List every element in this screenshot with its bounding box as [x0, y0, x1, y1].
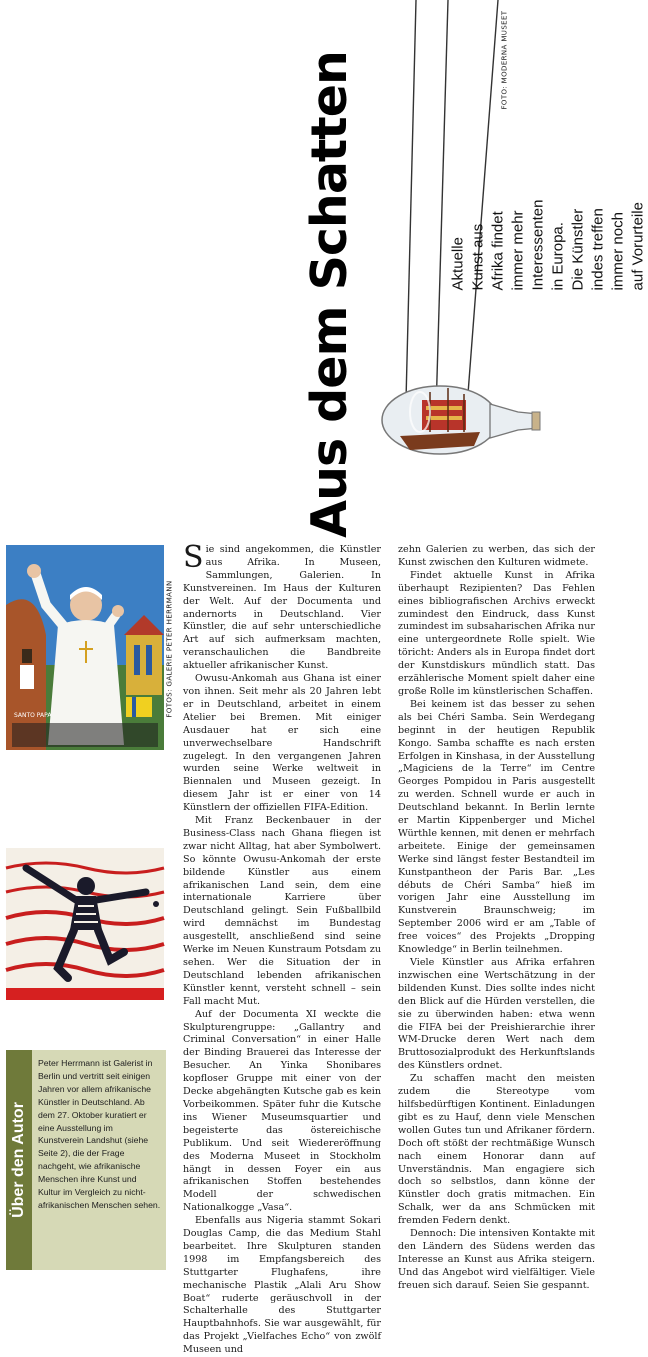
drop-cap: S: [183, 540, 204, 575]
article-paragraph: zehn Galerien zu werben, das sich der Kunst zwischen den Kulturen widmete.: [398, 544, 595, 568]
article-paragraph: Owusu-Ankomah aus Ghana ist einer von ihnen. Seit mehr als 20 Jahren lebt er in Deutschland, arbeitet in einem Atelier bei Bremen. Mit einiger Ausdauer hat er sich eine unverwechselbare Handschrift zugelegt. In den vergangenen Jahren wurden seine Werke weltweit in Biennalen und Museen gezeigt. In diesem Jahr ist er einer von 14 Künstlern der offiziellen FIFA-Edition.: [183, 673, 381, 814]
subtitle-wrapper: [449, 110, 647, 380]
author-box-heading-tab: [6, 1050, 32, 1270]
photo-credit-top: FOTO: MODERNA MUSEET: [500, 10, 508, 110]
painting-label: SANTO PAPA: [14, 712, 52, 719]
pope-painting-image: [6, 545, 164, 750]
article-paragraph: Ebenfalls aus Nigeria stammt Sokari Douglas Camp, die das Medium Stahl bearbeitet. Ihre Skulpturen standen 1998 im Empfangsbereich des Stuttgarter Flughafens, ihre mechanische Plastik „Alali Aru Show Boat“ ruderte geräuschvoll in der Schalterhalle des Stuttgarter Hauptbahnhofs. Sie war ausgewählt, für das Projekt „Vielfaches Echo“ von zwölf Museen und: [183, 1215, 381, 1356]
author-box-text: Peter Herrmann ist Galerist in Berlin und vertritt seit einigen Jahren vor allem afrikanische Künstler in Deutschland. Ab dem 27. Oktober kuratiert er eine Ausstellung im Kunstverein Landshut (siehe Seite 2), die der Frage nachgeht, wie afrikanische Menschen ihre Kunst und Kultur im Vergleich zu nicht-afrikanischen Menschen sehen.: [38, 1058, 161, 1210]
article-column-right: [398, 544, 595, 1293]
author-info-box: [6, 1050, 166, 1270]
article-paragraph: Findet aktuelle Kunst in Afrika überhaupt Rezipienten? Das Fehlen eines bibliografischen Archivs erweckt zumindest den Eindruck, dass Kunst zumindest im subsaharischen Afrika nur eine untergeordnete Rolle spielt. Wie töricht: Anders als in Europa findet dort der Kunstdiskurs mündlich statt. Das erzählerische Moment spielt daher eine große Rolle im künstlerischen Schaffen.: [398, 569, 595, 697]
article-paragraph: Sie sind angekommen, die Künstler aus Afrika. In Museen, Sammlungen, Galerien. In Kunstvereinen. Im Haus der Kulturen der Welt. Auf der Documenta und andernorts in Deutschland. Vier Künstler, die auf sehr unterschiedliche Art auf sich aufmerksam machten, veranschaulichen die Bandbreite aktueller afrikanischer Kunst.: [183, 540, 381, 672]
article-column-left: [183, 540, 381, 1357]
author-box-heading: Über den Autor: [10, 1102, 28, 1218]
article-title: Aus dem Schatten: [300, 50, 358, 538]
article-paragraph: Auf der Documenta XI weckte die Skulpturengruppe: „Gallantry and Criminal Conversation“ in einer Halle der Binding Brauerei das Interesse der Besucher. An Yinka Shonibares kopfloser Gruppe mit einer von der Decke abgehängten Kutsche gab es kein Vorbeikommen. Später fuhr die Kutsche ins Wiener Museumsquartier und begeisterte das östereichische Publikum. Und seit Wiedereröffnung des Moderna Museet in Stockholm hängt in dessen Foyer ein aus afrikanischen Stoffen bestehendes Modell der schwedischen Nationalkogge „Vasa“.: [183, 1008, 381, 1214]
article-paragraph: Bei keinem ist das besser zu sehen als bei Chéri Samba. Sein Werdegang beginnt in der heutigen Republik Kongo. Samba schaffte es nach ersten Erfolgen in Kinshasa, in der Ausstellung „Magiciens de la Terre“ im Centre Georges Pompidou in Paris ausgestellt zu werden. Schnell wurde er auch in Deutschland bekannt. In Berlin lernte er Martin Kippenberger und Michel Würthle kennen, mit denen er mehrfach arbeitete. Einige der gemeinsamen Werke sind längst fester Bestandteil im Kunstpantheon der Paris Bar. „Les débuts de Chéri Samba“ hieß im vorigen Jahr eine Ausstellung im Kunstverein Braunschweig; im September 2006 wird er am „Table of free voices“ des Projekts „Dropping Knowledge“ in Berlin teilnehmen.: [398, 698, 595, 956]
article-paragraph: Mit Franz Beckenbauer in der Business-Class nach Ghana fliegen ist zwar nicht Alltag, hat aber Symbolwert. So könnte Owusu-Ankomah der erste bildende Künstler aus einem afrikanischen Land sein, dem eine internationale Karriere über Deutschland gelingt. Sein Fußballbild wird demnächst im Bundestag ausgestellt, anschließend sind seine Werke im Neuen Kunstraum Potsdam zu sehen. Wer die Situation der in Deutschland lebenden afrikanischen Künstler kennt, versteht schnell – sein Fall macht Mut.: [183, 815, 381, 1007]
article-paragraph: Dennoch: Die intensiven Kontakte mit den Ländern des Südens werden das Interesse an Kunst aus Afrika steigern. Und das Angebot wird vielfältiger. Viele freuen sich darauf. Seien Sie gespannt.: [398, 1228, 595, 1291]
photo-credit-left: FOTOS: GALERIE PETER HERRMANN: [166, 580, 174, 718]
article-paragraph: Viele Künstler aus Afrika erfahren inzwischen eine Wertschätzung in der bildenden Kunst. Dies sollte indes nicht den Blick auf die Hürden verstellen, die sie zu überwinden haben: etwa wenn die FIFA bei der Preishierarchie ihrer WM-Drucke deren Wert nach dem Bruttosozialprodukt des Herkunftslands des Künstlers ordnet.: [398, 957, 595, 1072]
article-subtitle: Aktuelle Kunst aus Afrika findet immer mehr Interessenten in Europa. Die Künstler indes treffen immer noch auf Vorurteile: [449, 199, 647, 291]
article-paragraph: Zu schaffen macht den meisten zudem die Stereotype vom hilfsbedürftigen Kontinent. Einladungen gibt es zu Hauf, denn viele Menschen wollen Gutes tun und Afrikaner fördern. Doch oft stößt der rechtmäßige Wunsch nach einem Honorar dann auf Unverständnis. Man engagiere sich doch so selbstlos, dann könne der Künstler doch gratis mitmachen. Ein Schalk, wer da ans Schmücken mit fremden Federn denkt.: [398, 1073, 595, 1227]
footballer-painting-image: [6, 848, 164, 1000]
